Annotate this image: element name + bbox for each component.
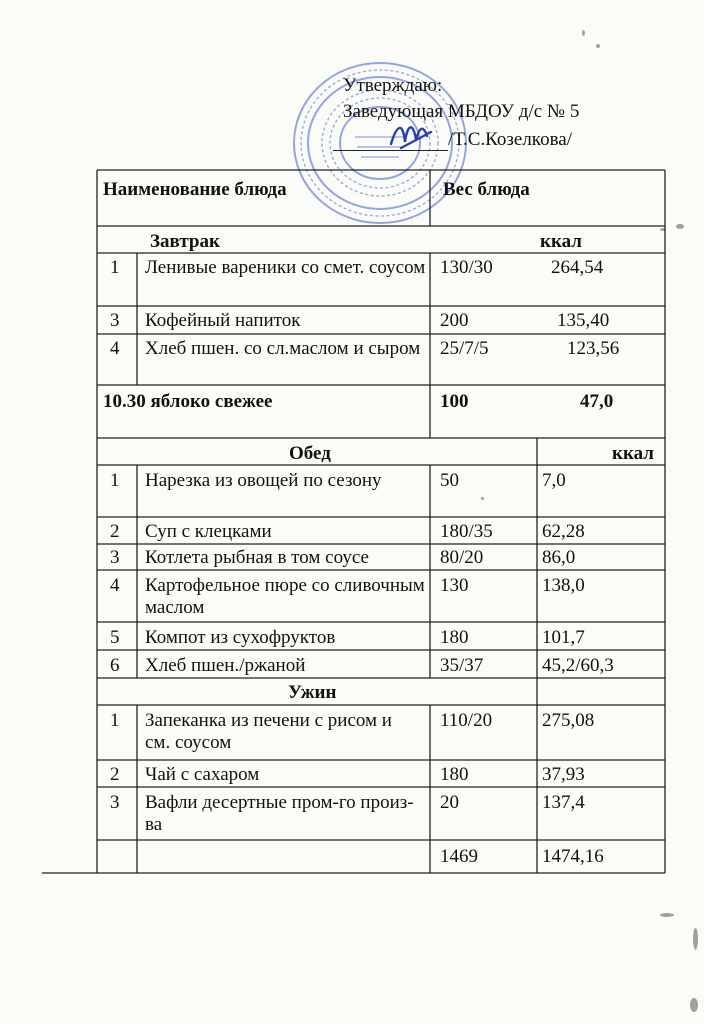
table-row-num: 4 [110, 575, 120, 596]
table-row-num: 2 [110, 521, 120, 542]
table-row-dish: Чай с сахаром [145, 764, 260, 785]
total-kcal: 1474,16 [542, 846, 604, 867]
table-row-dish: Нарезка из овощей по сезону [145, 470, 382, 491]
header-weight: Вес блюда [443, 179, 530, 200]
table-row-weight: 130/30 [440, 257, 493, 278]
scan-speck [693, 928, 698, 950]
table-row-weight: 35/37 [440, 655, 484, 676]
scan-speck [596, 44, 600, 48]
total-weight: 1469 [440, 846, 478, 867]
scan-speck [676, 224, 684, 229]
table-row-num: 6 [110, 655, 120, 676]
table-row-kcal: 45,2/60,3 [542, 655, 614, 676]
table-row-weight: 25/7/5 [440, 338, 489, 359]
table-row-kcal: 62,28 [542, 521, 585, 542]
breakfast-title: Завтрак [150, 231, 220, 252]
table-row-dish: Картофельное пюре со сливочным маслом [145, 575, 425, 618]
table-row-dish: Суп с клецками [145, 521, 272, 542]
scan-speck [481, 497, 484, 500]
table-row-num: 2 [110, 764, 120, 785]
table-row-weight: 180 [440, 764, 469, 785]
scan-speck [660, 913, 674, 917]
approver-name: /Т.С.Козелкова/ [448, 129, 573, 150]
table-row-dish: Котлета рыбная в том соусе [145, 547, 369, 568]
header-dish: Наименование блюда [103, 179, 287, 200]
table-row-weight: 180 [440, 627, 469, 648]
table-row-kcal: 264,54 [551, 257, 604, 278]
table-row-kcal: 275,08 [542, 710, 595, 731]
approval-title: Утверждаю: [343, 75, 443, 96]
table-row-num: 3 [110, 792, 120, 813]
table-row-dish: Ленивые вареники со смет. соусом [145, 257, 426, 278]
table-row-dish: Хлеб пшен./ржаной [145, 655, 306, 676]
approval-position: Заведующая МБДОУ д/с № 5 [343, 101, 580, 122]
table-row-num: 3 [110, 310, 120, 331]
table-row-num: 1 [110, 470, 120, 491]
table-row-kcal: 37,93 [542, 764, 585, 785]
breakfast-kcal-label: ккал [540, 231, 582, 252]
table-row-weight: 180/35 [440, 521, 493, 542]
table-row-weight: 20 [440, 792, 459, 813]
table-row-weight: 200 [440, 310, 469, 331]
table-row-kcal: 86,0 [542, 547, 576, 568]
handwritten-signature [383, 114, 443, 154]
table-row-weight: 110/20 [440, 710, 493, 731]
table-row-kcal: 135,40 [557, 310, 610, 331]
snack-name: 10.30 яблоко свежее [103, 391, 273, 412]
snack-kcal: 47,0 [580, 391, 614, 412]
dinner-title: Ужин [288, 682, 337, 703]
scan-speck [660, 228, 666, 231]
table-row-num: 4 [110, 338, 120, 359]
table-row-dish: Кофейный напиток [145, 310, 301, 331]
table-row-kcal: 101,7 [542, 627, 585, 648]
table-row-kcal: 7,0 [542, 470, 566, 491]
table-row-num: 5 [110, 627, 120, 648]
table-row-weight: 130 [440, 575, 469, 596]
table-row-num: 1 [110, 710, 120, 731]
table-row-weight: 50 [440, 470, 459, 491]
snack-weight: 100 [440, 391, 469, 412]
table-row-dish: Хлеб пшен. со сл.маслом и сыром [145, 338, 421, 359]
table-row-num: 1 [110, 257, 120, 278]
table-row-kcal: 137,4 [542, 792, 585, 813]
table-row-dish: Компот из сухофруктов [145, 627, 336, 648]
lunch-title: Обед [289, 443, 331, 464]
table-row-weight: 80/20 [440, 547, 484, 568]
table-row-kcal: 138,0 [542, 575, 585, 596]
lunch-kcal-label: ккал [612, 443, 654, 464]
table-row-dish: Вафли десертные пром-го произ-ва [145, 792, 414, 835]
table-row-dish: Запеканка из печени с рисом и см. соусом [145, 710, 392, 753]
scan-speck [582, 30, 585, 36]
scan-speck [690, 998, 698, 1012]
table-row-num: 3 [110, 547, 120, 568]
table-row-kcal: 123,56 [567, 338, 620, 359]
